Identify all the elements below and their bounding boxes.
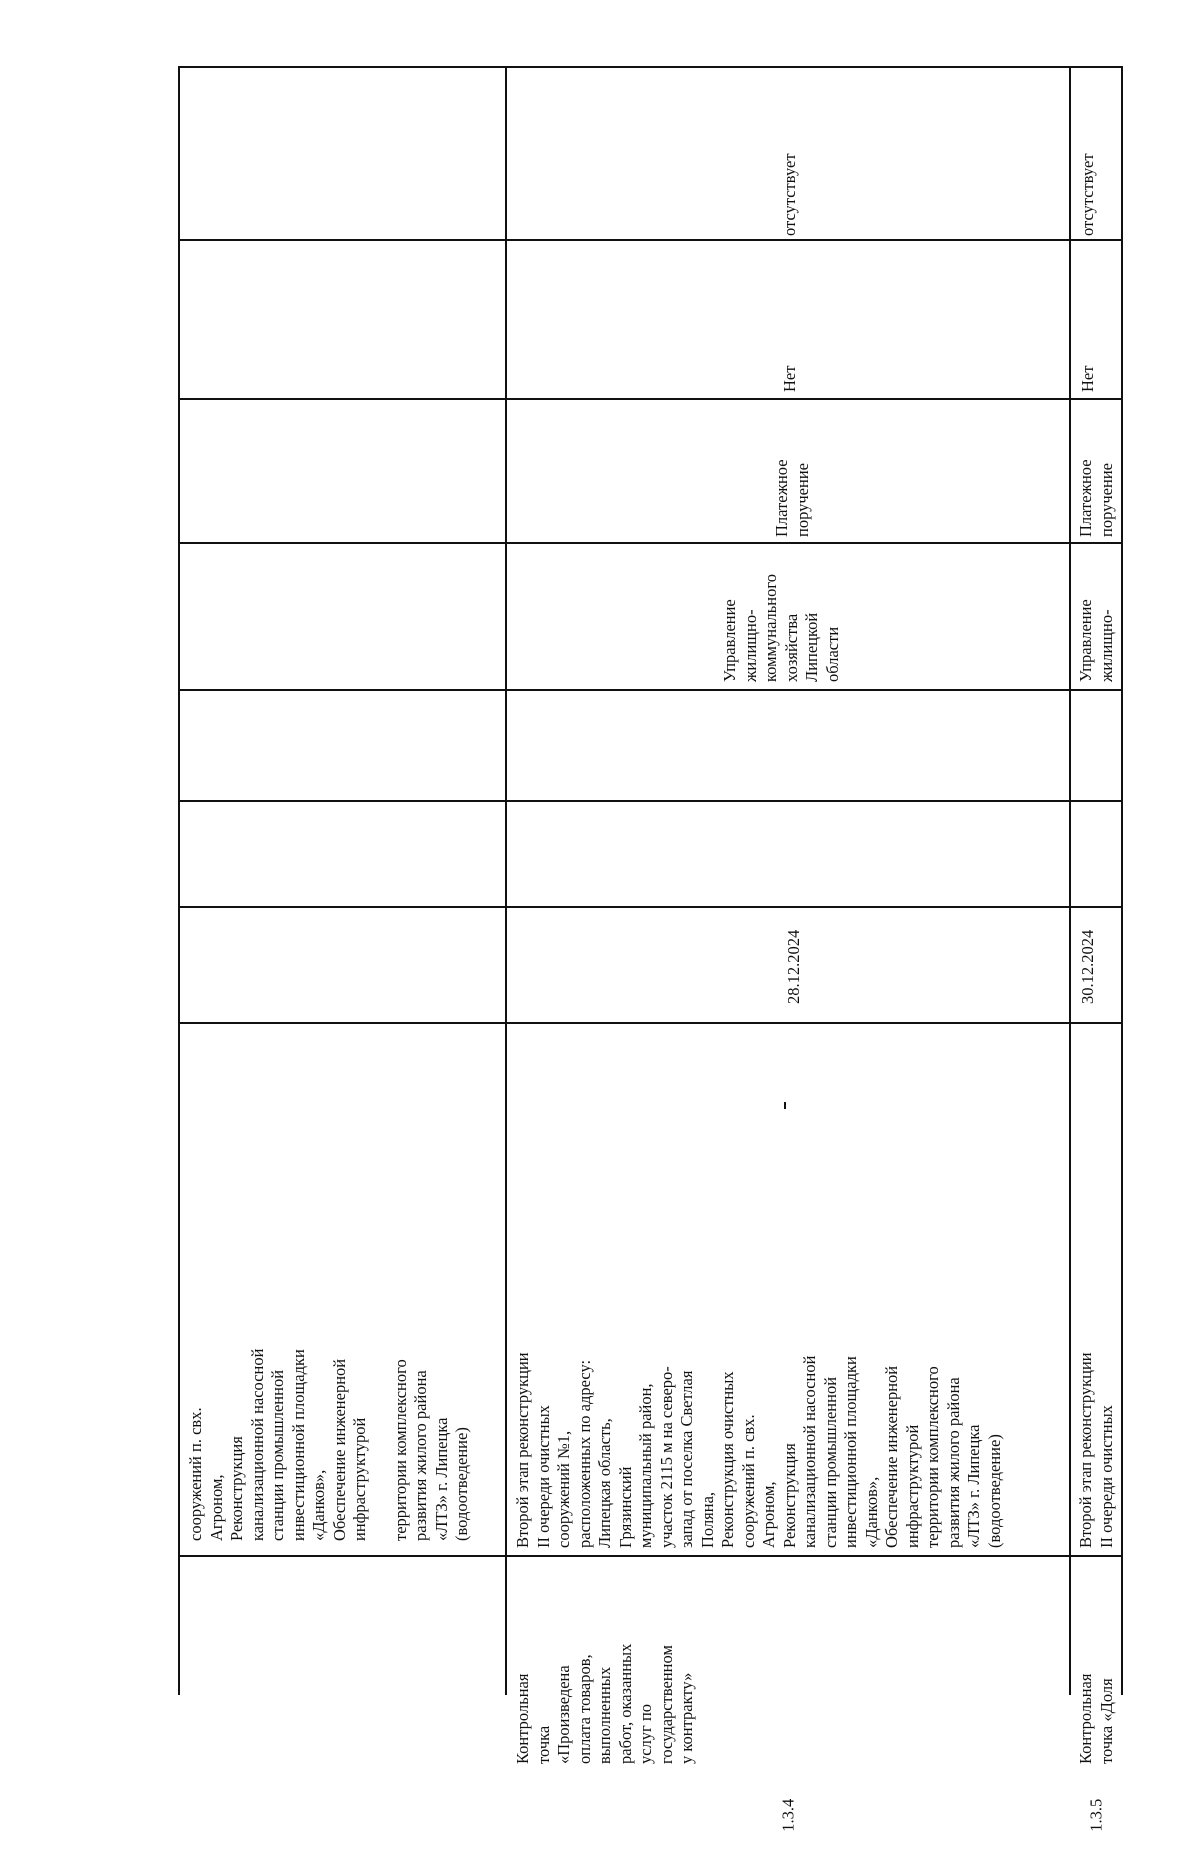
row-divider-2 (1069, 66, 1071, 1695)
text-line: выполненных (595, 1666, 614, 1764)
text-line: Липецкой (802, 612, 821, 682)
table-border-top (178, 66, 1123, 68)
text-line: развития жилого района (943, 1377, 963, 1548)
text-line: оплата товаров, (574, 1654, 594, 1764)
col-divider-5 (178, 800, 1123, 802)
row-divider-1 (505, 66, 507, 1695)
row-135-name (1076, 1674, 1117, 1764)
row-135-description (1076, 1352, 1117, 1548)
text-line: расположенных по адресу: (574, 1359, 594, 1548)
text-line: территории комплексного (390, 1359, 410, 1541)
text-line: работ, оказанных (615, 1643, 635, 1764)
text-line: Липецкая область, (595, 1418, 614, 1548)
text-line: «Данков», (861, 1476, 881, 1548)
text-line: «Данков», (309, 1469, 328, 1541)
text-line: станции промышленной (820, 1376, 840, 1548)
table-border-left (178, 66, 180, 1695)
row-135-date: 30.12.2024 (1078, 929, 1097, 1004)
row-134-flag: Нет (780, 365, 799, 392)
text-line: «ЛТЗ» г. Липецка (431, 1417, 451, 1541)
row-135-flag: Нет (1078, 365, 1097, 392)
text-line: Платежное (772, 459, 791, 537)
text-line: Второй этап реконструкции (1076, 1352, 1095, 1548)
text-line: территории комплексного (923, 1366, 942, 1548)
text-line: хозяйства (781, 613, 801, 682)
col-divider-4 (178, 906, 1123, 908)
col-divider-status (178, 239, 1123, 241)
row-135-responsible (1076, 599, 1117, 682)
row-134-name (513, 1644, 698, 1764)
text-line: услуг по (636, 1703, 655, 1764)
text-line: точка «Доля (1096, 1678, 1116, 1764)
col-divider-document (178, 542, 1123, 544)
text-line: государственном (656, 1645, 676, 1764)
col-divider-date (178, 1022, 1123, 1024)
text-line: развития жилого района (411, 1370, 430, 1541)
text-line: муниципальный район, (636, 1383, 655, 1548)
text-line: II очереди очистных (1096, 1405, 1116, 1548)
row-134-responsible (720, 574, 843, 682)
text-line: коммунального (761, 574, 780, 682)
text-line: Второй этап реконструкции (513, 1352, 532, 1548)
text-line: Грязинский (615, 1466, 635, 1548)
prev-row-description (186, 1349, 473, 1541)
text-line: сооружений п. свх. (186, 1407, 205, 1541)
text-line: канализационной насосной (800, 1355, 819, 1548)
row-135-number-cell (1071, 1774, 1121, 1857)
text-line: Агроном, (759, 1481, 778, 1548)
row-135-document (1076, 459, 1117, 537)
text-line: Платежное (1076, 459, 1095, 537)
text-line: «Произведена (554, 1665, 573, 1764)
row-135-status: отсутствует (1078, 153, 1097, 236)
text-line: сооружений п. свх. (738, 1414, 758, 1548)
text-line: жилищно- (1096, 609, 1116, 682)
text-line: запад от поселка Светлая (677, 1370, 696, 1548)
text-line: (водоотведение) (984, 1434, 1004, 1548)
col-divider-flag (178, 398, 1123, 400)
row-134-date: 28.12.2024 (784, 929, 803, 1004)
col-divider-responsible (178, 689, 1123, 691)
text-line: станции промышленной (268, 1369, 287, 1541)
text-line: инфраструктурой (350, 1417, 369, 1541)
row-134-description (513, 1352, 1005, 1548)
text-line: сооружений №1, (554, 1430, 573, 1548)
text-line: жилищно- (740, 609, 760, 682)
text-line: Управление (720, 599, 739, 682)
text-line: инвестиционной площадки (288, 1349, 308, 1541)
text-line: Контрольная (513, 1673, 532, 1764)
row-134-number-cell (507, 1774, 1069, 1857)
row-134-number: 1.3.4 (777, 1799, 797, 1832)
text-line: (водоотведение) (452, 1427, 471, 1541)
row-134-status: отсутствует (780, 153, 799, 236)
text-line: области (822, 626, 842, 682)
text-line: «ЛТЗ» г. Липецка (964, 1424, 983, 1548)
text-line: поручение (1096, 463, 1116, 537)
text-line: Контрольная (1076, 1673, 1095, 1764)
text-line (371, 1349, 391, 1541)
col-divider-description (178, 1555, 1123, 1557)
text-line: инвестиционной площадки (841, 1356, 860, 1548)
text-line: у контракту» (677, 1672, 696, 1764)
text-line: участок 2115 м на северо- (656, 1366, 676, 1548)
text-line: канализационной насосной (247, 1348, 267, 1541)
text-line: Управление (1076, 599, 1095, 682)
text-line: Реконструкция очистных (718, 1371, 737, 1548)
scan-tick-mark (784, 1102, 786, 1109)
text-line: Поляна, (697, 1491, 717, 1548)
text-line: точка (533, 1725, 553, 1764)
row-134-document (772, 459, 813, 537)
text-line: Реконструкция (779, 1443, 799, 1548)
table-border-right (1121, 66, 1123, 1695)
text-line: II очереди очистных (533, 1405, 553, 1548)
text-line: Реконструкция (227, 1436, 246, 1541)
text-line: Обеспечение инженерной (882, 1365, 901, 1548)
row-135-number: 1.3.5 (1085, 1799, 1105, 1832)
text-line: Агроном, (206, 1474, 226, 1541)
text-line: поручение (792, 463, 812, 537)
text-line: Обеспечение инженерной (329, 1358, 349, 1541)
text-line: инфраструктурой (902, 1424, 922, 1548)
